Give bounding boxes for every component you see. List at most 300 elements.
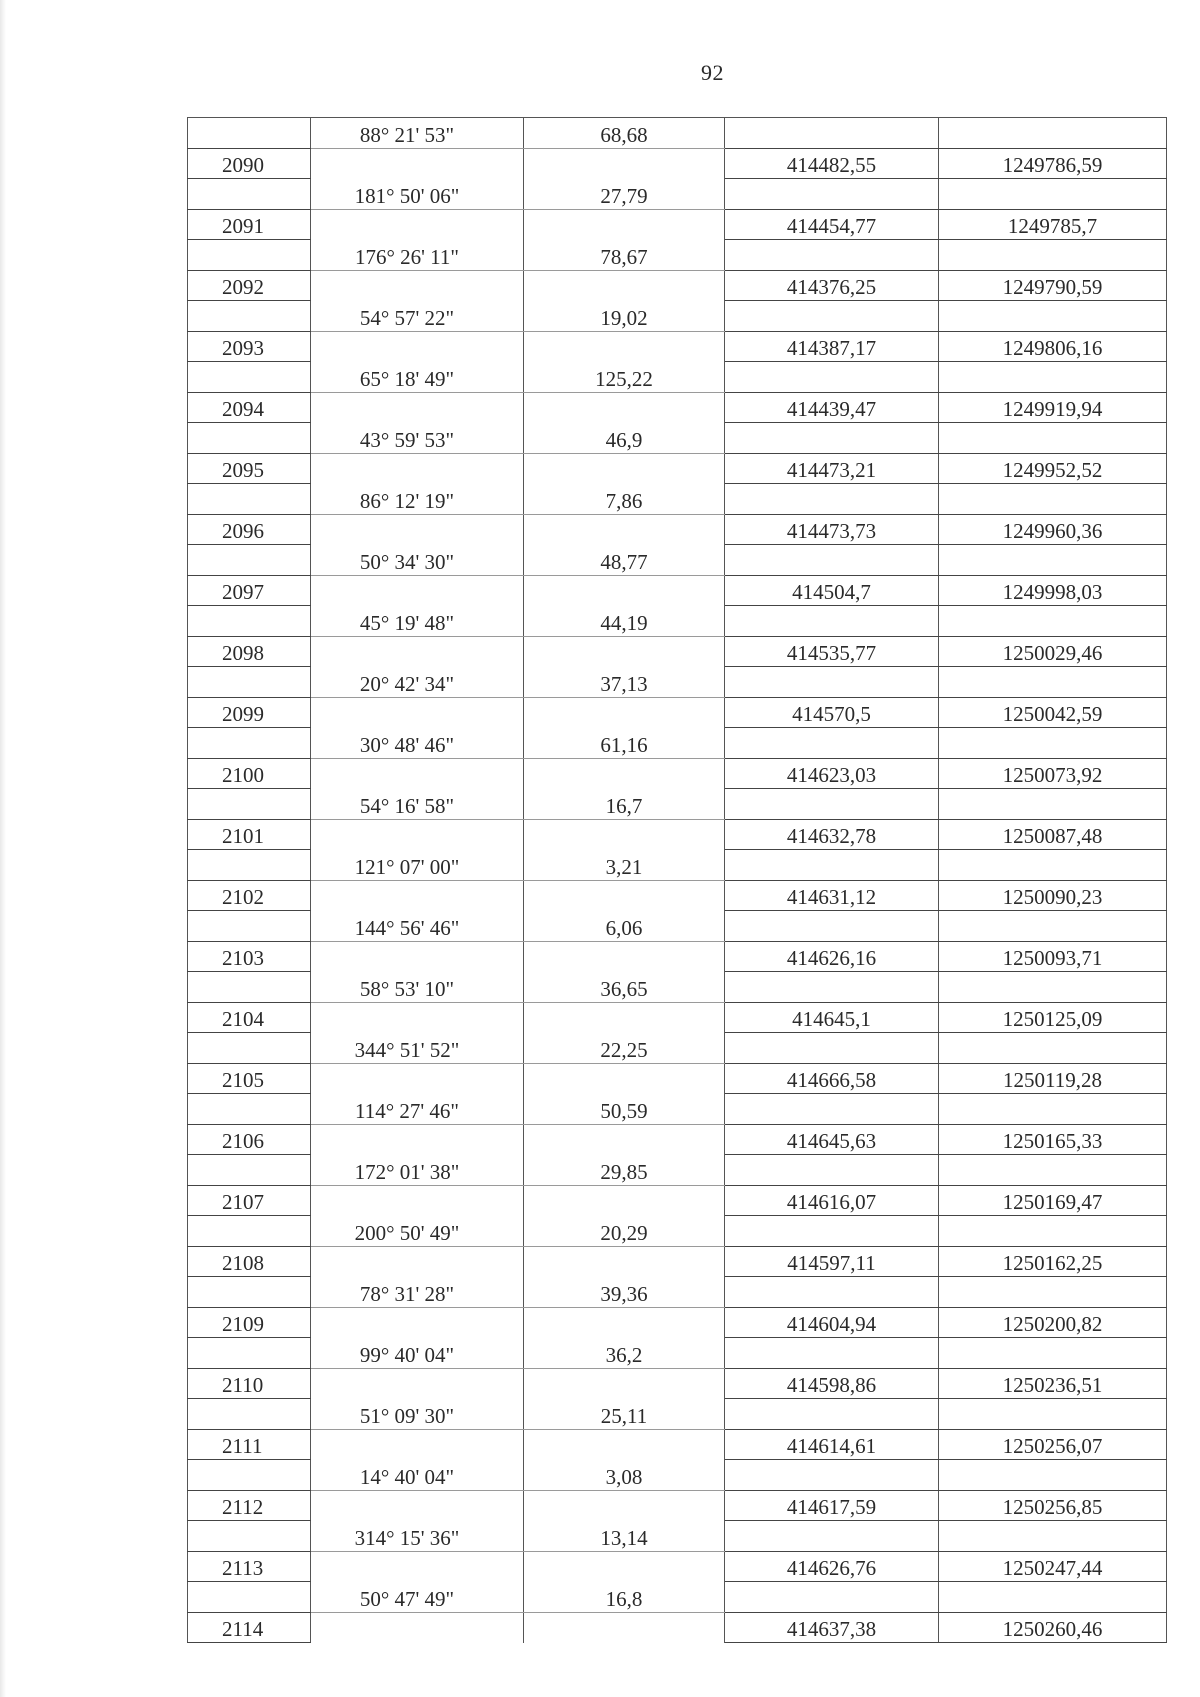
y-coordinate-value: 1250247,44 [1002,1556,1103,1580]
distance-value: 36,65 [600,976,648,1001]
distance-cell [524,575,725,606]
point-number-cell [188,484,311,515]
y-coordinate-value: 1250236,51 [1002,1373,1103,1397]
y-coordinate-value: 1249790,59 [1002,275,1103,299]
table-row-segment [188,1521,1167,1552]
table-row-point [188,1063,1167,1094]
distance-value: 68,68 [600,122,648,147]
point-number-cell [188,972,311,1003]
direction-angle-value: 200° 50' 49" [354,1220,460,1245]
distance-value: 39,36 [600,1281,648,1306]
point-number-cell [188,118,311,149]
y-coordinate-cell [939,1307,1167,1338]
distance-value: 22,25 [600,1037,648,1062]
direction-angle-cell [311,545,524,576]
page-number: 92 [701,60,724,85]
point-number-cell [188,1582,311,1613]
direction-angle-value: 50° 47' 49" [359,1586,455,1611]
point-number-value: 2104 [222,1007,264,1031]
x-coordinate-cell [725,301,939,332]
table-row-point [188,1124,1167,1155]
point-number-cell [188,1094,311,1125]
x-coordinate-value: 414482,55 [786,153,877,177]
y-coordinate-cell [939,301,1167,332]
x-coordinate-value: 414617,59 [786,1495,877,1519]
y-coordinate-cell [939,758,1167,789]
y-coordinate-cell [939,1216,1167,1247]
x-coordinate-value: 414473,73 [786,519,877,543]
y-coordinate-cell [939,636,1167,667]
y-coordinate-cell [939,1429,1167,1460]
y-coordinate-cell [939,1521,1167,1552]
point-number-cell [188,331,311,362]
point-number-cell [188,850,311,881]
direction-angle-value: 144° 56' 46" [354,915,460,940]
table-row-segment [188,240,1167,271]
y-coordinate-value: 1249786,59 [1002,153,1103,177]
point-number-cell [188,240,311,271]
point-number-cell [188,575,311,606]
point-number-value: 2096 [222,519,264,543]
table-row-segment [188,301,1167,332]
table-row-point [188,1490,1167,1521]
x-coordinate-cell [725,240,939,271]
direction-angle-cell [311,1094,524,1125]
point-number-cell [188,1551,311,1582]
y-coordinate-cell [939,362,1167,393]
direction-angle-cell [311,575,524,606]
table-row-segment [188,1155,1167,1186]
direction-angle-cell [311,1002,524,1033]
table-row-segment [188,606,1167,637]
direction-angle-value: 114° 27' 46" [355,1098,459,1123]
y-coordinate-cell [939,1460,1167,1491]
direction-angle-cell [311,972,524,1003]
distance-cell [524,1216,725,1247]
y-coordinate-cell [939,941,1167,972]
y-coordinate-cell [939,423,1167,454]
distance-cell [524,1124,725,1155]
direction-angle-cell [311,453,524,484]
x-coordinate-cell [725,453,939,484]
table-row-point [188,1002,1167,1033]
distance-value: 36,2 [605,1342,643,1367]
direction-angle-cell [311,728,524,759]
y-coordinate-value: 1250162,25 [1002,1251,1103,1275]
table-row-point [188,392,1167,423]
table-row-segment [188,850,1167,881]
x-coordinate-cell [725,758,939,789]
table-row-point [188,1368,1167,1399]
point-number-cell [188,1033,311,1064]
y-coordinate-cell [939,1246,1167,1277]
direction-angle-cell [311,1246,524,1277]
direction-angle-cell [311,789,524,820]
direction-angle-cell [311,636,524,667]
direction-angle-cell [311,1307,524,1338]
y-coordinate-value: 1250200,82 [1002,1312,1103,1336]
x-coordinate-cell [725,209,939,240]
direction-angle-cell [311,484,524,515]
distance-cell [524,453,725,484]
x-coordinate-value: 414631,12 [786,885,877,909]
y-coordinate-value: 1250087,48 [1002,824,1103,848]
y-coordinate-value: 1250125,09 [1002,1007,1103,1031]
direction-angle-value: 121° 07' 00" [354,854,460,879]
x-coordinate-cell [725,911,939,942]
x-coordinate-value: 414454,77 [786,214,877,238]
y-coordinate-cell [939,789,1167,820]
y-coordinate-cell [939,1399,1167,1430]
table-row-point [188,270,1167,301]
distance-cell [524,392,725,423]
x-coordinate-cell [725,392,939,423]
point-number-cell [188,1429,311,1460]
point-number-value: 2100 [222,763,264,787]
x-coordinate-cell [725,1094,939,1125]
x-coordinate-value: 414645,63 [786,1129,877,1153]
y-coordinate-cell [939,270,1167,301]
point-number-value: 2092 [222,275,264,299]
direction-angle-value: 51° 09' 30" [359,1403,455,1428]
distance-value: 25,11 [600,1403,648,1428]
direction-angle-cell [311,941,524,972]
x-coordinate-cell [725,1002,939,1033]
point-number-cell [188,362,311,393]
point-number-value: 2106 [222,1129,264,1153]
point-number-value: 2090 [222,153,264,177]
distance-value: 16,8 [605,1586,643,1611]
table-row-point [188,209,1167,240]
x-coordinate-cell [725,697,939,728]
x-coordinate-cell [725,880,939,911]
point-number-cell [188,1307,311,1338]
distance-cell [524,423,725,454]
table-row-point [188,1246,1167,1277]
point-number-value: 2114 [222,1617,264,1641]
point-number-cell [188,1521,311,1552]
point-number-cell [188,1460,311,1491]
table-row-point [188,1307,1167,1338]
distance-value: 44,19 [600,610,648,635]
distance-cell [524,1307,725,1338]
direction-angle-value: 54° 57' 22" [359,305,455,330]
y-coordinate-cell [939,1612,1167,1643]
direction-angle-value: 176° 26' 11" [355,244,459,269]
point-number-cell [188,1185,311,1216]
distance-cell [524,1582,725,1613]
direction-angle-cell [311,514,524,545]
y-coordinate-cell [939,575,1167,606]
table-row-point [188,575,1167,606]
distance-cell [524,1368,725,1399]
y-coordinate-cell [939,148,1167,179]
table-row-segment [188,179,1167,210]
distance-cell [524,1460,725,1491]
y-coordinate-cell [939,850,1167,881]
y-coordinate-cell [939,1277,1167,1308]
distance-cell [524,789,725,820]
y-coordinate-value: 1250042,59 [1002,702,1103,726]
direction-angle-cell [311,1612,524,1643]
x-coordinate-value: 414623,03 [786,763,877,787]
direction-angle-cell [311,758,524,789]
direction-angle-cell [311,1185,524,1216]
x-coordinate-value: 414570,5 [792,702,871,726]
y-coordinate-value: 1250119,28 [1003,1068,1102,1092]
x-coordinate-cell [725,1277,939,1308]
y-coordinate-value: 1249952,52 [1002,458,1103,482]
distance-cell [524,362,725,393]
table-row-segment [188,1399,1167,1430]
table-row-point [188,697,1167,728]
distance-cell [524,697,725,728]
distance-cell [524,331,725,362]
y-coordinate-cell [939,209,1167,240]
direction-angle-value: 65° 18' 49" [359,366,455,391]
x-coordinate-cell [725,1612,939,1643]
y-coordinate-cell [939,331,1167,362]
point-number-cell [188,148,311,179]
distance-value: 46,9 [605,427,643,452]
distance-cell [524,758,725,789]
direction-angle-cell [311,911,524,942]
table-row-segment [188,1338,1167,1369]
direction-angle-cell [311,880,524,911]
point-number-cell [188,1612,311,1643]
point-number-cell [188,453,311,484]
x-coordinate-cell [725,331,939,362]
x-coordinate-cell [725,545,939,576]
direction-angle-cell [311,1551,524,1582]
table-row-point [188,1185,1167,1216]
direction-angle-value: 30° 48' 46" [359,732,455,757]
x-coordinate-cell [725,1338,939,1369]
direction-angle-value: 43° 59' 53" [359,427,455,452]
point-number-cell [188,1216,311,1247]
distance-cell [524,1338,725,1369]
y-coordinate-value: 1249785,7 [1007,214,1098,238]
distance-cell [524,972,725,1003]
distance-value: 13,14 [600,1525,648,1550]
point-number-cell [188,789,311,820]
point-number-cell [188,819,311,850]
direction-angle-value: 78° 31' 28" [359,1281,455,1306]
distance-value: 78,67 [600,244,648,269]
distance-value: 3,08 [605,1464,643,1489]
distance-cell [524,1399,725,1430]
y-coordinate-value: 1249919,94 [1002,397,1103,421]
distance-cell [524,850,725,881]
y-coordinate-cell [939,1551,1167,1582]
direction-angle-cell [311,1368,524,1399]
point-number-cell [188,301,311,332]
x-coordinate-cell [725,1582,939,1613]
point-number-cell [188,1063,311,1094]
y-coordinate-cell [939,1155,1167,1186]
x-coordinate-cell [725,1033,939,1064]
x-coordinate-value: 414604,94 [786,1312,877,1336]
x-coordinate-cell [725,1246,939,1277]
point-number-value: 2108 [222,1251,264,1275]
x-coordinate-cell [725,179,939,210]
point-number-value: 2094 [222,397,264,421]
distance-value: 6,06 [605,915,643,940]
point-number-cell [188,636,311,667]
distance-value: 48,77 [600,549,648,574]
x-coordinate-value: 414632,78 [786,824,877,848]
distance-cell [524,118,725,149]
distance-value: 27,79 [600,183,648,208]
point-number-cell [188,1002,311,1033]
x-coordinate-value: 414626,76 [786,1556,877,1580]
x-coordinate-value: 414666,58 [786,1068,877,1092]
y-coordinate-cell [939,453,1167,484]
table-row-segment [188,1216,1167,1247]
x-coordinate-cell [725,1063,939,1094]
y-coordinate-cell [939,1582,1167,1613]
distance-value: 19,02 [600,305,648,330]
point-number-value: 2099 [222,702,264,726]
y-coordinate-cell [939,1094,1167,1125]
point-number-cell [188,1490,311,1521]
table-row-segment [188,1460,1167,1491]
x-coordinate-cell [725,789,939,820]
distance-cell [524,1155,725,1186]
point-number-cell [188,514,311,545]
distance-cell [524,545,725,576]
distance-cell [524,606,725,637]
table-row-point [188,148,1167,179]
y-coordinate-cell [939,514,1167,545]
point-number-value: 2101 [222,824,264,848]
point-number-cell [188,423,311,454]
point-number-value: 2102 [222,885,264,909]
point-number-value: 2113 [222,1556,264,1580]
distance-cell [524,1521,725,1552]
distance-cell [524,941,725,972]
direction-angle-value: 172° 01' 38" [354,1159,460,1184]
x-coordinate-cell [725,606,939,637]
x-coordinate-value: 414626,16 [786,946,877,970]
distance-cell [524,270,725,301]
distance-value: 61,16 [600,732,648,757]
distance-cell [524,179,725,210]
direction-angle-value: 314° 15' 36" [354,1525,460,1550]
table-row-segment [188,911,1167,942]
y-coordinate-cell [939,667,1167,698]
direction-angle-value: 58° 53' 10" [359,976,455,1001]
x-coordinate-cell [725,1521,939,1552]
table-row-point [188,1612,1167,1643]
coordinates-table [187,117,1167,1643]
point-number-value: 2112 [222,1495,264,1519]
table-row-segment [188,362,1167,393]
direction-angle-cell [311,331,524,362]
distance-cell [524,1033,725,1064]
point-number-value: 2111 [222,1434,263,1458]
point-number-value: 2110 [222,1373,264,1397]
point-number-cell [188,1368,311,1399]
distance-cell [524,1551,725,1582]
distance-cell [524,728,725,759]
y-coordinate-cell [939,118,1167,149]
x-coordinate-cell [725,270,939,301]
y-coordinate-value: 1250256,85 [1002,1495,1103,1519]
x-coordinate-value: 414376,25 [786,275,877,299]
point-number-cell [188,1277,311,1308]
direction-angle-cell [311,1521,524,1552]
distance-value: 20,29 [600,1220,648,1245]
direction-angle-value: 88° 21' 53" [359,122,455,147]
table-row-segment [188,118,1167,149]
y-coordinate-cell [939,1033,1167,1064]
point-number-value: 2095 [222,458,264,482]
y-coordinate-value: 1250260,46 [1002,1617,1103,1641]
direction-angle-value: 99° 40' 04" [359,1342,455,1367]
x-coordinate-cell [725,1551,939,1582]
y-coordinate-cell [939,819,1167,850]
direction-angle-value: 14° 40' 04" [359,1464,455,1489]
y-coordinate-value: 1249960,36 [1002,519,1103,543]
distance-value: 50,59 [600,1098,648,1123]
y-coordinate-value: 1250073,92 [1002,763,1103,787]
table-row-segment [188,1277,1167,1308]
distance-value: 37,13 [600,671,648,696]
x-coordinate-value: 414439,47 [786,397,877,421]
direction-angle-cell [311,1033,524,1064]
y-coordinate-cell [939,1338,1167,1369]
point-number-value: 2105 [222,1068,264,1092]
point-number-cell [188,667,311,698]
distance-cell [524,636,725,667]
distance-cell [524,819,725,850]
point-number-cell [188,697,311,728]
direction-angle-cell [311,301,524,332]
direction-angle-cell [311,179,524,210]
x-coordinate-cell [725,514,939,545]
x-coordinate-cell [725,1124,939,1155]
x-coordinate-cell [725,1490,939,1521]
point-number-cell [188,1155,311,1186]
y-coordinate-cell [939,1185,1167,1216]
distance-value: 16,7 [605,793,643,818]
y-coordinate-cell [939,728,1167,759]
y-coordinate-value: 1250093,71 [1002,946,1103,970]
x-coordinate-value: 414598,86 [786,1373,877,1397]
table-row-segment [188,789,1167,820]
distance-value: 29,85 [600,1159,648,1184]
y-coordinate-cell [939,697,1167,728]
table-row-point [188,941,1167,972]
scan-edge-shadow [0,0,6,1697]
distance-cell [524,148,725,179]
x-coordinate-value: 414473,21 [786,458,877,482]
x-coordinate-value: 414597,11 [787,1251,876,1275]
direction-angle-cell [311,697,524,728]
direction-angle-cell [311,850,524,881]
x-coordinate-value: 414645,1 [792,1007,871,1031]
direction-angle-cell [311,1124,524,1155]
direction-angle-cell [311,1277,524,1308]
distance-cell [524,484,725,515]
direction-angle-cell [311,209,524,240]
y-coordinate-cell [939,179,1167,210]
table-row-segment [188,1033,1167,1064]
point-number-cell [188,1399,311,1430]
x-coordinate-cell [725,1460,939,1491]
table-row-point [188,514,1167,545]
